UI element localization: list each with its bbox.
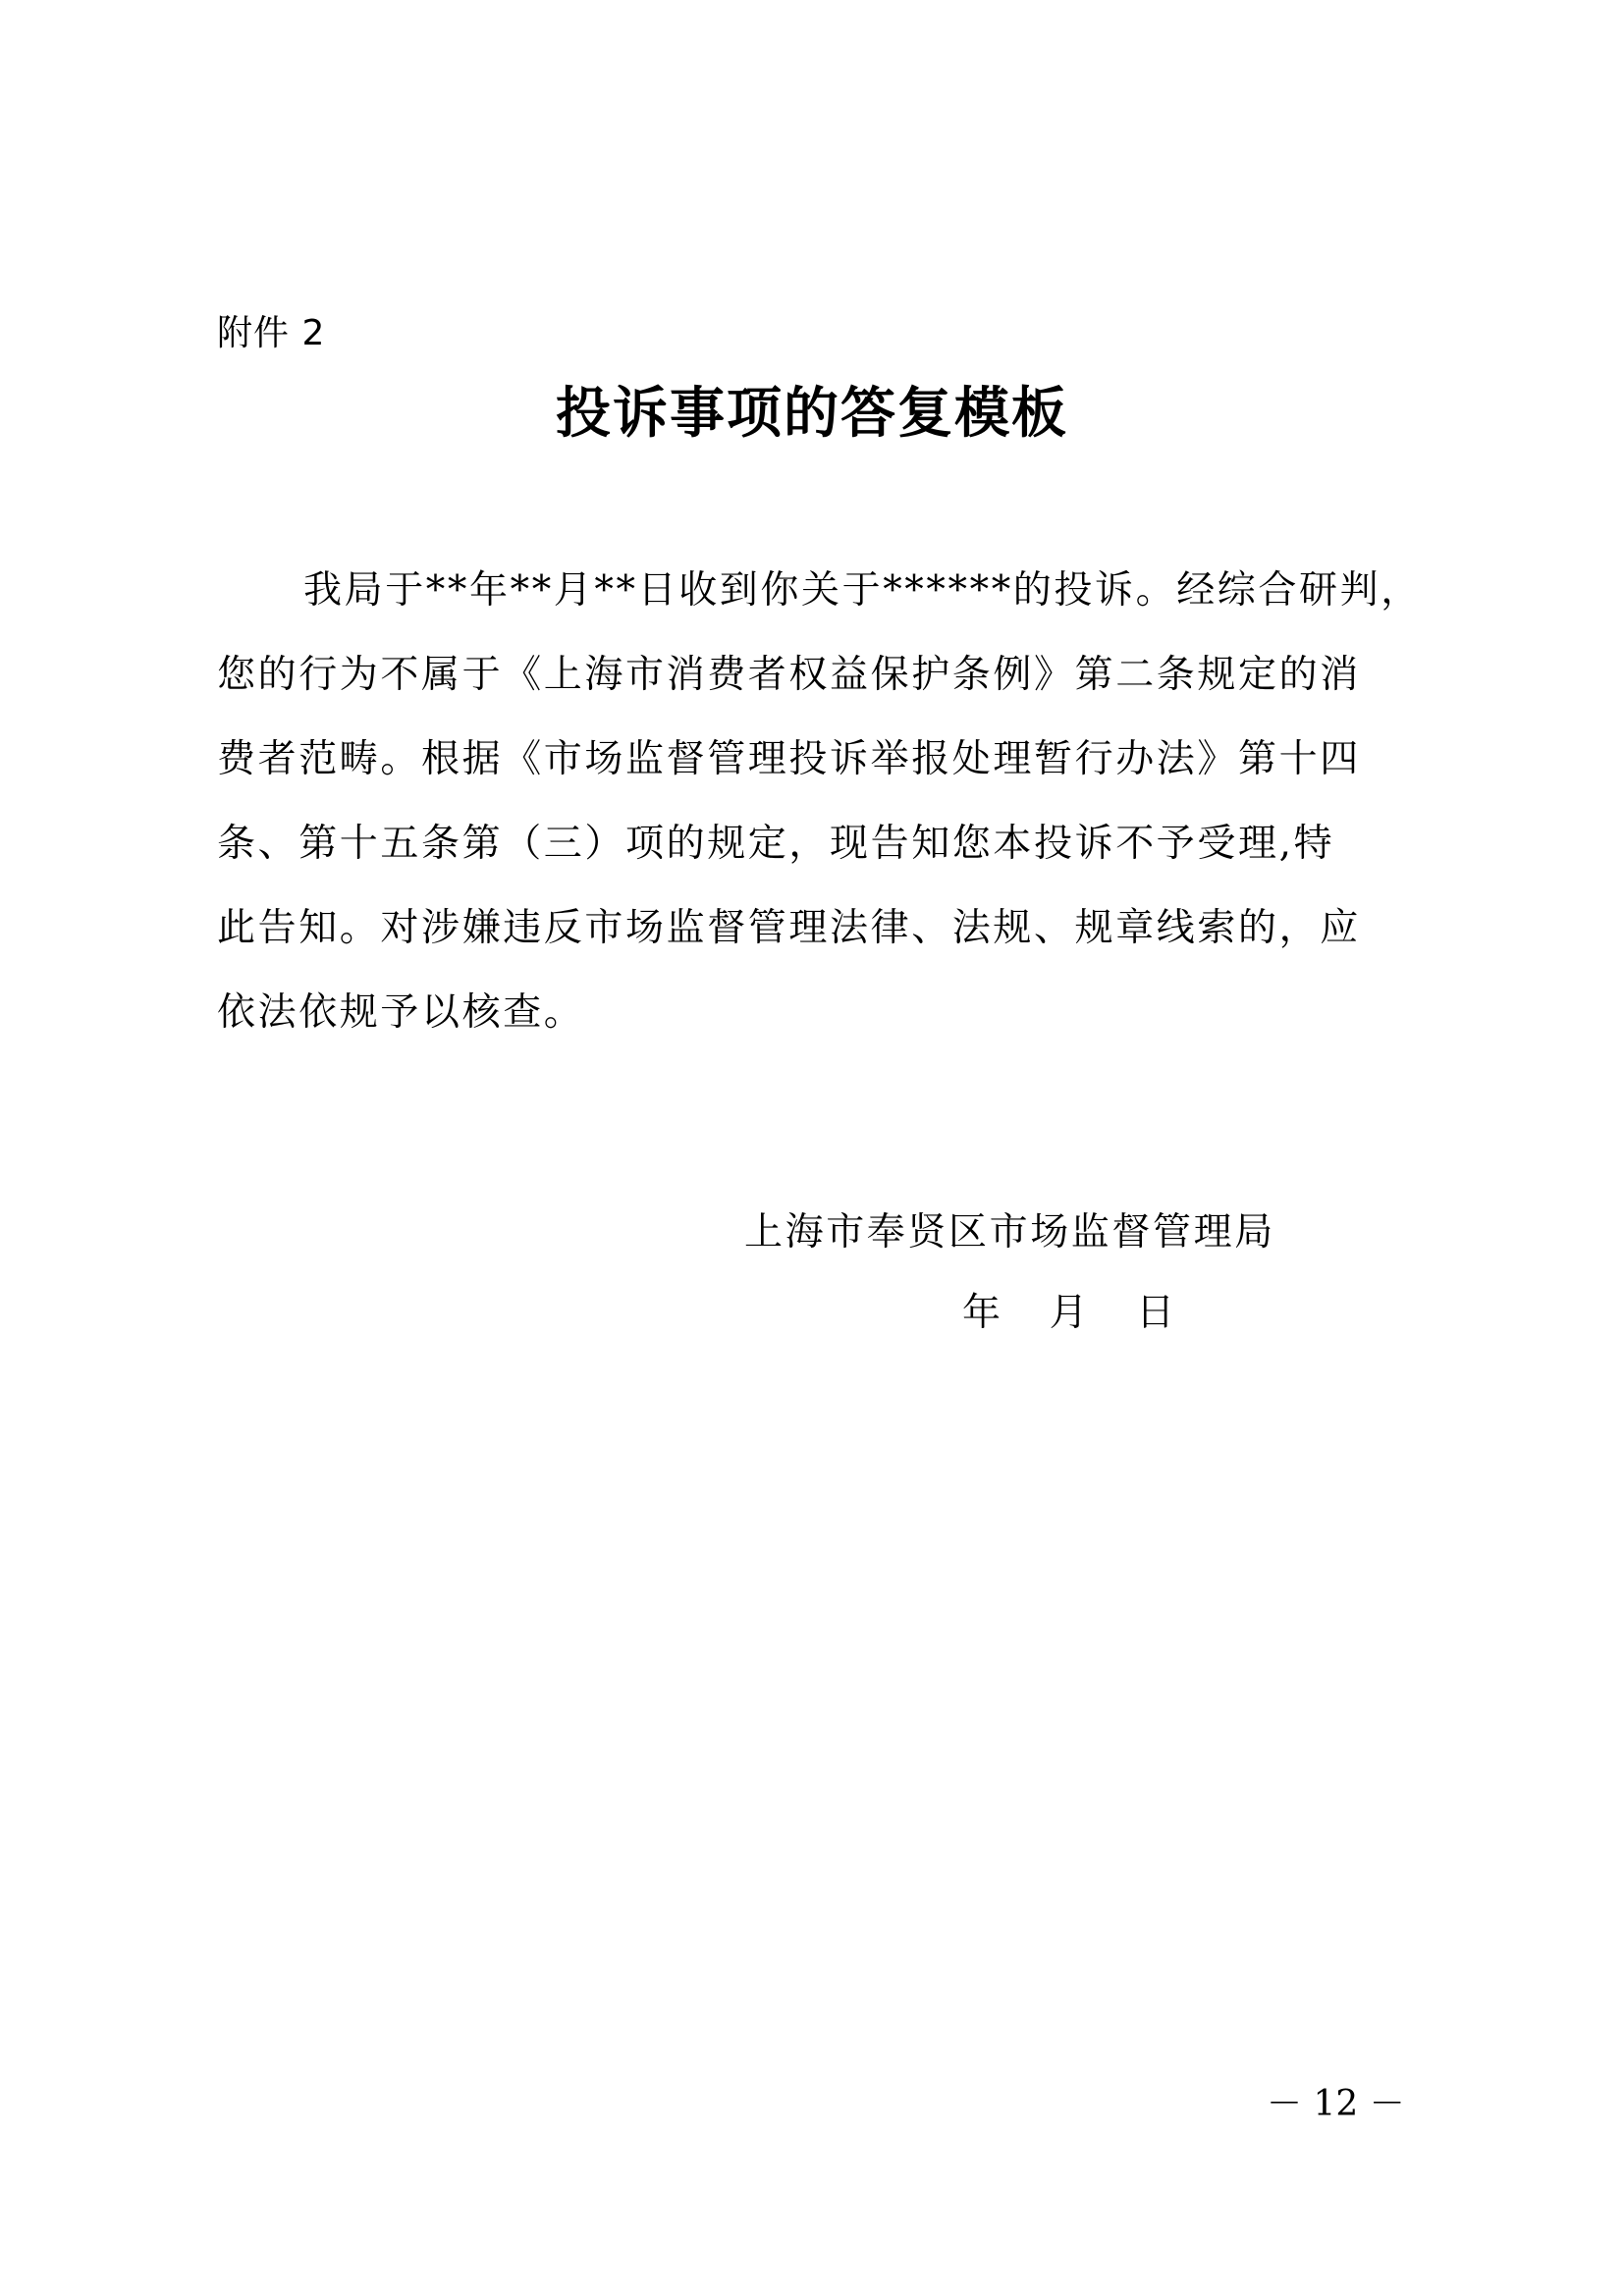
attachment-label: 附件 2 (217, 313, 326, 353)
signature-organization: 上海市奉贤区市场监督管理局 (744, 1210, 1275, 1255)
body-line: 依法依规予以核查。 (217, 990, 585, 1035)
body-line: 我局于**年**月**日收到你关于******的投诉。经综合研判， (303, 568, 1422, 613)
body-line: 您的行为不属于《上海市消费者权益保护条例》第二条规定的消 (217, 653, 1361, 697)
body-text (217, 549, 1435, 1055)
page-number: － 12 － (1267, 2084, 1405, 2124)
body-line: 条、第十五条第（三）项的规定，现告知您本投诉不予受理,特 (217, 822, 1335, 866)
body-line: 费者范畴。根据《市场监督管理投诉举报处理暂行办法》第十四 (217, 737, 1361, 781)
body-line: 此告知。对涉嫌违反市场监督管理法律、法规、规章线索的，应 (217, 906, 1361, 950)
document-title: 投诉事项的答复模板 (556, 381, 1068, 446)
signature-date: 年 月 日 (962, 1291, 1175, 1335)
